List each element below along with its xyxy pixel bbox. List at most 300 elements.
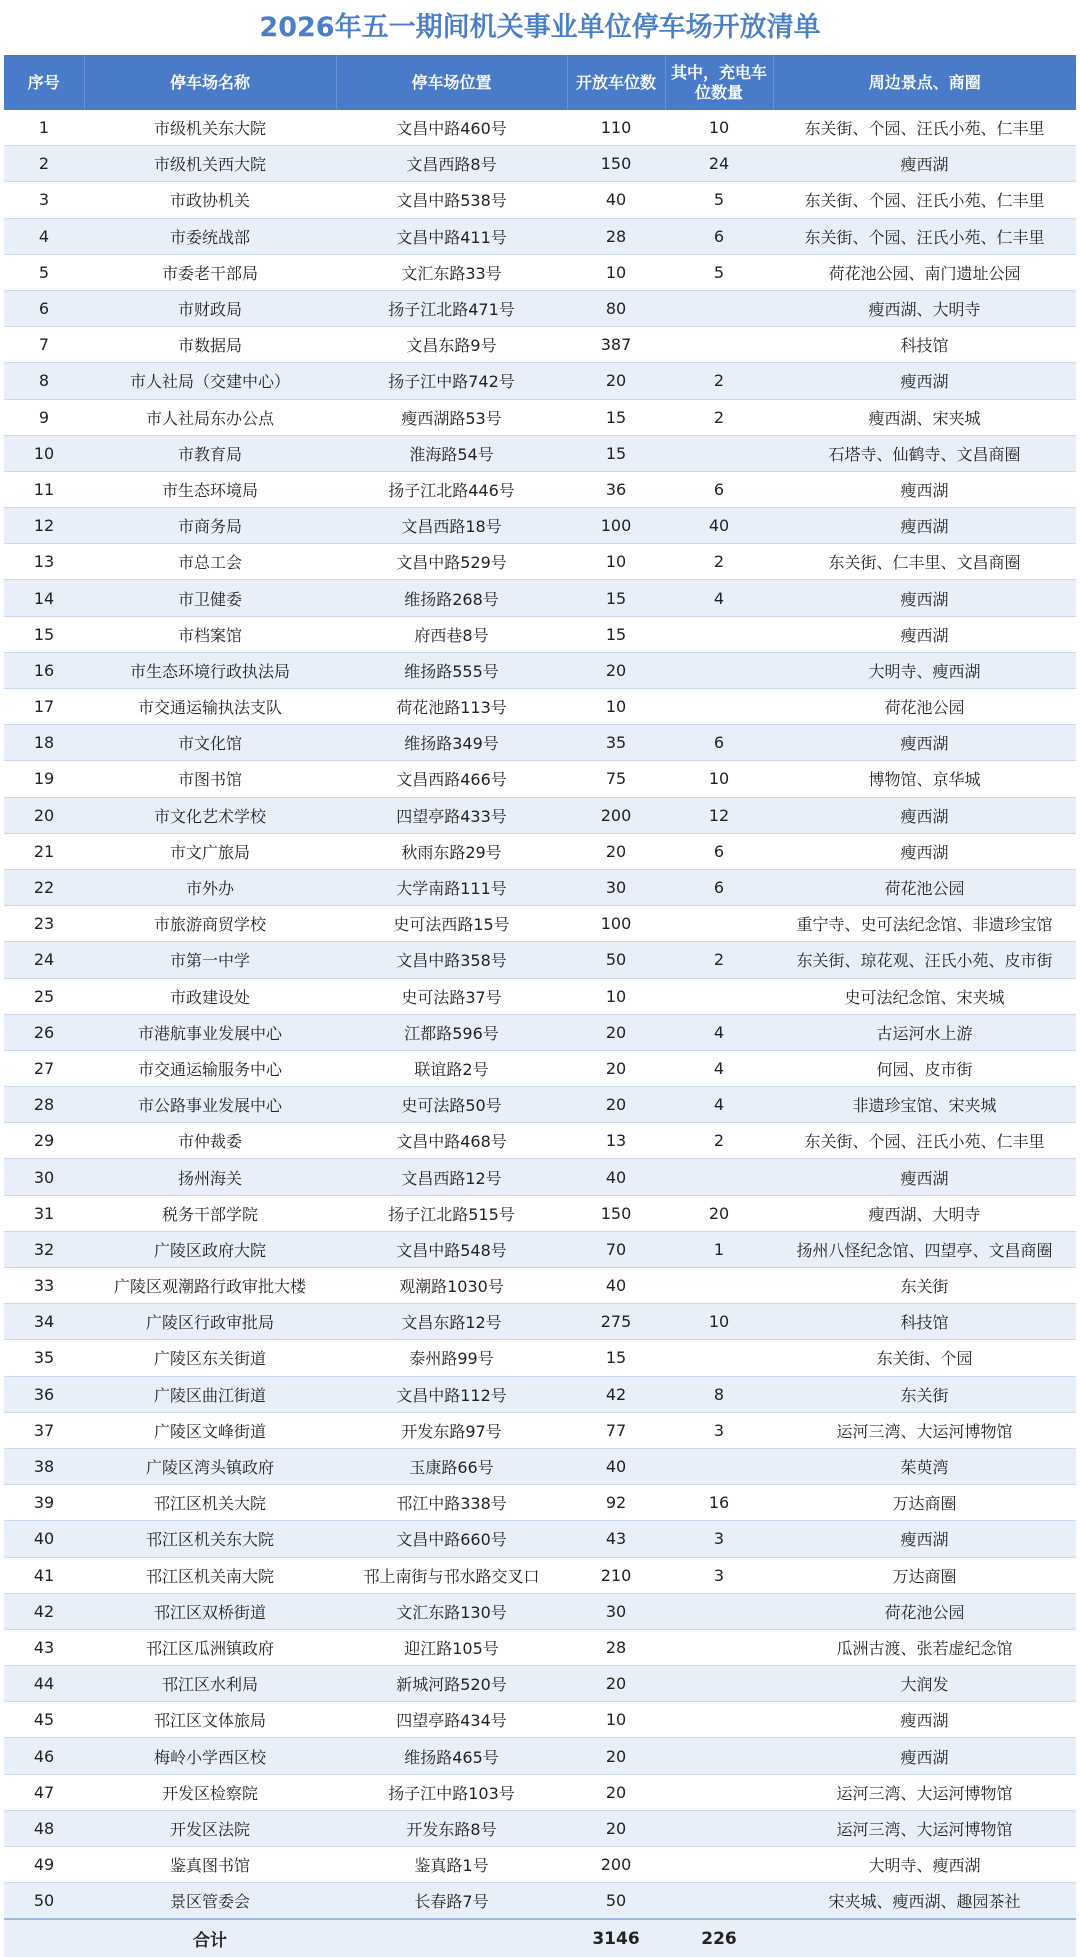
cell-location: 文昌中路529号	[336, 544, 567, 580]
cell-charging	[665, 435, 773, 471]
cell-location: 文昌中路460号	[336, 110, 567, 146]
cell-spaces: 20	[567, 363, 665, 399]
cell-spaces: 15	[567, 1340, 665, 1376]
cell-spaces: 20	[567, 652, 665, 688]
table-row	[4, 906, 1076, 942]
cell-nearby: 古运河水上游	[773, 1014, 1076, 1050]
table-row	[4, 869, 1076, 905]
table-row	[4, 797, 1076, 833]
cell-location: 史可法西路15号	[336, 906, 567, 942]
cell-nearby: 何园、皮市街	[773, 1050, 1076, 1086]
table-row	[4, 1195, 1076, 1231]
cell-charging: 24	[665, 146, 773, 182]
cell-spaces: 20	[567, 1666, 665, 1702]
cell-spaces: 40	[567, 1268, 665, 1304]
table-row	[4, 1050, 1076, 1086]
cell-location: 文昌西路18号	[336, 508, 567, 544]
cell-nearby: 东关街、仁丰里、文昌商圈	[773, 544, 1076, 580]
cell-spaces: 40	[567, 1159, 665, 1195]
table-row	[4, 1702, 1076, 1738]
cell-spaces: 42	[567, 1376, 665, 1412]
cell-index: 11	[4, 471, 84, 507]
cell-charging: 4	[665, 1050, 773, 1086]
cell-nearby: 荷花池公园	[773, 1593, 1076, 1629]
cell-name: 开发区法院	[84, 1810, 336, 1846]
cell-charging: 10	[665, 761, 773, 797]
cell-charging	[665, 1629, 773, 1665]
cell-nearby: 东关街、个园、汪氏小苑、仁丰里	[773, 1123, 1076, 1159]
cell-spaces: 20	[567, 1050, 665, 1086]
cell-nearby: 瘦西湖、大明寺	[773, 1195, 1076, 1231]
cell-index: 9	[4, 399, 84, 435]
cell-name: 市交通运输执法支队	[84, 689, 336, 725]
cell-name: 市港航事业发展中心	[84, 1014, 336, 1050]
table-row	[4, 327, 1076, 363]
cell-charging: 5	[665, 182, 773, 218]
cell-nearby: 大润发	[773, 1666, 1076, 1702]
cell-spaces: 10	[567, 689, 665, 725]
cell-spaces: 110	[567, 110, 665, 146]
cell-spaces: 20	[567, 1774, 665, 1810]
header-nearby: 周边景点、商圈	[773, 55, 1076, 110]
cell-spaces: 50	[567, 1883, 665, 1920]
table-row	[4, 616, 1076, 652]
cell-charging: 2	[665, 942, 773, 978]
cell-index: 42	[4, 1593, 84, 1629]
cell-location: 文昌西路8号	[336, 146, 567, 182]
cell-charging	[665, 1666, 773, 1702]
cell-name: 景区管委会	[84, 1883, 336, 1920]
cell-name: 邗江区瓜洲镇政府	[84, 1629, 336, 1665]
cell-name: 邗江区机关南大院	[84, 1557, 336, 1593]
cell-charging: 6	[665, 471, 773, 507]
cell-location: 扬子江中路103号	[336, 1774, 567, 1810]
cell-charging	[665, 1810, 773, 1846]
cell-name: 扬州海关	[84, 1159, 336, 1195]
cell-name: 市政协机关	[84, 182, 336, 218]
cell-nearby: 东关街、个园、汪氏小苑、仁丰里	[773, 110, 1076, 146]
table-row	[4, 1268, 1076, 1304]
cell-name: 广陵区文峰街道	[84, 1412, 336, 1448]
cell-index: 30	[4, 1159, 84, 1195]
cell-nearby: 东关街、个园、汪氏小苑、仁丰里	[773, 218, 1076, 254]
cell-name: 邗江区双桥街道	[84, 1593, 336, 1629]
cell-nearby: 大明寺、瘦西湖	[773, 1847, 1076, 1883]
cell-nearby: 石塔寺、仙鹤寺、文昌商圈	[773, 435, 1076, 471]
cell-nearby: 宋夹城、瘦西湖、趣园茶社	[773, 1883, 1076, 1920]
cell-name: 市总工会	[84, 544, 336, 580]
cell-charging: 4	[665, 580, 773, 616]
table-row	[4, 544, 1076, 580]
cell-index: 25	[4, 978, 84, 1014]
cell-nearby: 运河三湾、大运河博物馆	[773, 1810, 1076, 1846]
cell-index: 38	[4, 1448, 84, 1484]
table-row	[4, 1304, 1076, 1340]
cell-charging	[665, 906, 773, 942]
cell-location: 文昌中路411号	[336, 218, 567, 254]
cell-location: 联谊路2号	[336, 1050, 567, 1086]
cell-spaces: 40	[567, 1448, 665, 1484]
table-row	[4, 146, 1076, 182]
cell-location: 邗上南街与邗水路交叉口	[336, 1557, 567, 1593]
cell-name: 市文化馆	[84, 725, 336, 761]
cell-nearby: 东关街	[773, 1268, 1076, 1304]
cell-nearby: 瓜洲古渡、张若虚纪念馆	[773, 1629, 1076, 1665]
cell-name: 市仲裁委	[84, 1123, 336, 1159]
cell-location: 维扬路555号	[336, 652, 567, 688]
cell-location: 文昌西路466号	[336, 761, 567, 797]
cell-spaces: 20	[567, 1014, 665, 1050]
cell-charging: 6	[665, 869, 773, 905]
cell-spaces: 80	[567, 290, 665, 326]
document	[4, 0, 1076, 1957]
cell-nearby: 瘦西湖	[773, 725, 1076, 761]
cell-index: 19	[4, 761, 84, 797]
table-row	[4, 1810, 1076, 1846]
cell-spaces: 100	[567, 906, 665, 942]
cell-charging: 6	[665, 218, 773, 254]
cell-location: 迎江路105号	[336, 1629, 567, 1665]
cell-location: 四望亭路434号	[336, 1702, 567, 1738]
table-row	[4, 218, 1076, 254]
header-charging: 其中，充电车位数量	[665, 55, 773, 110]
cell-name: 广陵区行政审批局	[84, 1304, 336, 1340]
cell-location: 开发东路8号	[336, 1810, 567, 1846]
cell-spaces: 20	[567, 833, 665, 869]
cell-nearby: 东关街、个园、汪氏小苑、仁丰里	[773, 182, 1076, 218]
cell-index: 8	[4, 363, 84, 399]
cell-location: 文昌中路660号	[336, 1521, 567, 1557]
cell-charging	[665, 689, 773, 725]
cell-location: 史可法路50号	[336, 1087, 567, 1123]
cell-name: 市卫健委	[84, 580, 336, 616]
cell-charging: 10	[665, 110, 773, 146]
cell-spaces: 77	[567, 1412, 665, 1448]
cell-name: 市公路事业发展中心	[84, 1087, 336, 1123]
cell-spaces: 150	[567, 146, 665, 182]
cell-location: 长春路7号	[336, 1883, 567, 1920]
cell-index: 33	[4, 1268, 84, 1304]
total-label: 合计	[84, 1919, 336, 1957]
cell-index: 50	[4, 1883, 84, 1920]
cell-location: 秋雨东路29号	[336, 833, 567, 869]
cell-spaces: 10	[567, 978, 665, 1014]
cell-charging: 5	[665, 254, 773, 290]
cell-nearby: 史可法纪念馆、宋夹城	[773, 978, 1076, 1014]
header-index: 序号	[4, 55, 84, 110]
cell-index: 18	[4, 725, 84, 761]
cell-nearby: 大明寺、瘦西湖	[773, 652, 1076, 688]
cell-index: 35	[4, 1340, 84, 1376]
cell-location: 开发东路97号	[336, 1412, 567, 1448]
cell-spaces: 13	[567, 1123, 665, 1159]
cell-spaces: 100	[567, 508, 665, 544]
cell-index: 41	[4, 1557, 84, 1593]
cell-nearby: 荷花池公园、南门遗址公园	[773, 254, 1076, 290]
table-row	[4, 761, 1076, 797]
table-row	[4, 435, 1076, 471]
cell-name: 市档案馆	[84, 616, 336, 652]
cell-spaces: 35	[567, 725, 665, 761]
cell-index: 34	[4, 1304, 84, 1340]
cell-index: 10	[4, 435, 84, 471]
cell-spaces: 40	[567, 182, 665, 218]
cell-name: 邗江区水利局	[84, 1666, 336, 1702]
cell-charging: 4	[665, 1087, 773, 1123]
cell-spaces: 50	[567, 942, 665, 978]
cell-index: 3	[4, 182, 84, 218]
cell-name: 税务干部学院	[84, 1195, 336, 1231]
cell-charging: 4	[665, 1014, 773, 1050]
cell-index: 48	[4, 1810, 84, 1846]
cell-location: 文昌中路538号	[336, 182, 567, 218]
page-title: 2026年五一期间机关事业单位停车场开放清单	[259, 12, 821, 43]
cell-spaces: 28	[567, 1629, 665, 1665]
table-row	[4, 1847, 1076, 1883]
table-row	[4, 1087, 1076, 1123]
cell-spaces: 387	[567, 327, 665, 363]
cell-name: 市教育局	[84, 435, 336, 471]
cell-nearby: 博物馆、京华城	[773, 761, 1076, 797]
cell-name: 广陵区政府大院	[84, 1231, 336, 1267]
cell-name: 市委老干部局	[84, 254, 336, 290]
cell-location: 文昌西路12号	[336, 1159, 567, 1195]
cell-charging	[665, 652, 773, 688]
table-row	[4, 1666, 1076, 1702]
cell-charging: 2	[665, 544, 773, 580]
cell-location: 鉴真路1号	[336, 1847, 567, 1883]
total-row	[4, 1919, 1076, 1957]
cell-name: 市财政局	[84, 290, 336, 326]
cell-spaces: 92	[567, 1485, 665, 1521]
cell-charging	[665, 1883, 773, 1920]
cell-nearby: 东关街、琼花观、汪氏小苑、皮市街	[773, 942, 1076, 978]
cell-charging	[665, 978, 773, 1014]
cell-nearby: 瘦西湖	[773, 797, 1076, 833]
cell-spaces: 20	[567, 1810, 665, 1846]
table-row	[4, 833, 1076, 869]
cell-location: 扬子江北路446号	[336, 471, 567, 507]
cell-nearby: 瘦西湖、宋夹城	[773, 399, 1076, 435]
total-charging: 226	[665, 1919, 773, 1957]
cell-index: 32	[4, 1231, 84, 1267]
cell-location: 泰州路99号	[336, 1340, 567, 1376]
cell-charging	[665, 1774, 773, 1810]
table-row	[4, 1123, 1076, 1159]
cell-nearby: 东关街、个园	[773, 1340, 1076, 1376]
cell-nearby: 科技馆	[773, 327, 1076, 363]
cell-index: 44	[4, 1666, 84, 1702]
cell-charging: 2	[665, 363, 773, 399]
cell-nearby: 万达商圈	[773, 1557, 1076, 1593]
cell-charging	[665, 1268, 773, 1304]
table-row	[4, 471, 1076, 507]
cell-name: 市数据局	[84, 327, 336, 363]
cell-spaces: 10	[567, 254, 665, 290]
table-row	[4, 1593, 1076, 1629]
cell-name: 市文广旅局	[84, 833, 336, 869]
cell-charging	[665, 1448, 773, 1484]
header-location: 停车场位置	[336, 55, 567, 110]
cell-spaces: 275	[567, 1304, 665, 1340]
cell-charging: 20	[665, 1195, 773, 1231]
cell-nearby: 科技馆	[773, 1304, 1076, 1340]
cell-nearby: 瘦西湖	[773, 471, 1076, 507]
total-spaces: 3146	[567, 1919, 665, 1957]
cell-location: 大学南路111号	[336, 869, 567, 905]
table-row	[4, 1521, 1076, 1557]
cell-index: 40	[4, 1521, 84, 1557]
cell-name: 市人社局（交建中心）	[84, 363, 336, 399]
cell-index: 37	[4, 1412, 84, 1448]
cell-location: 玉康路66号	[336, 1448, 567, 1484]
cell-charging: 2	[665, 399, 773, 435]
table-row	[4, 1412, 1076, 1448]
cell-index: 28	[4, 1087, 84, 1123]
cell-name: 市旅游商贸学校	[84, 906, 336, 942]
cell-charging: 2	[665, 1123, 773, 1159]
cell-nearby: 瘦西湖	[773, 1738, 1076, 1774]
cell-location: 文昌中路358号	[336, 942, 567, 978]
cell-location: 瘦西湖路53号	[336, 399, 567, 435]
cell-name: 市生态环境行政执法局	[84, 652, 336, 688]
cell-spaces: 30	[567, 1593, 665, 1629]
cell-spaces: 210	[567, 1557, 665, 1593]
cell-name: 市商务局	[84, 508, 336, 544]
table-row	[4, 363, 1076, 399]
cell-name: 邗江区文体旅局	[84, 1702, 336, 1738]
table-row	[4, 978, 1076, 1014]
cell-charging: 8	[665, 1376, 773, 1412]
cell-index: 15	[4, 616, 84, 652]
cell-spaces: 15	[567, 435, 665, 471]
cell-name: 市第一中学	[84, 942, 336, 978]
cell-name: 梅岭小学西区校	[84, 1738, 336, 1774]
cell-charging: 40	[665, 508, 773, 544]
cell-charging: 6	[665, 725, 773, 761]
cell-index: 13	[4, 544, 84, 580]
cell-location: 维扬路349号	[336, 725, 567, 761]
cell-index: 23	[4, 906, 84, 942]
cell-name: 市级机关东大院	[84, 110, 336, 146]
cell-name: 开发区检察院	[84, 1774, 336, 1810]
cell-nearby: 茱萸湾	[773, 1448, 1076, 1484]
table-row	[4, 1738, 1076, 1774]
cell-spaces: 200	[567, 797, 665, 833]
cell-index: 26	[4, 1014, 84, 1050]
table-row	[4, 1485, 1076, 1521]
cell-index: 12	[4, 508, 84, 544]
table-row	[4, 1340, 1076, 1376]
cell-name: 市委统战部	[84, 218, 336, 254]
cell-location: 文昌中路112号	[336, 1376, 567, 1412]
table-row	[4, 652, 1076, 688]
header-name: 停车场名称	[84, 55, 336, 110]
table-row	[4, 725, 1076, 761]
table-row	[4, 1014, 1076, 1050]
cell-charging	[665, 1340, 773, 1376]
header-spaces: 开放车位数	[567, 55, 665, 110]
cell-location: 新城河路520号	[336, 1666, 567, 1702]
cell-index: 22	[4, 869, 84, 905]
table-row	[4, 1774, 1076, 1810]
cell-index: 6	[4, 290, 84, 326]
cell-spaces: 15	[567, 616, 665, 652]
cell-index: 14	[4, 580, 84, 616]
table-row	[4, 580, 1076, 616]
cell-charging: 3	[665, 1521, 773, 1557]
table-header	[4, 55, 1076, 110]
cell-index: 20	[4, 797, 84, 833]
cell-index: 46	[4, 1738, 84, 1774]
table-row	[4, 182, 1076, 218]
cell-nearby: 瘦西湖	[773, 508, 1076, 544]
cell-charging: 10	[665, 1304, 773, 1340]
cell-index: 5	[4, 254, 84, 290]
cell-nearby: 瘦西湖	[773, 616, 1076, 652]
cell-name: 市文化艺术学校	[84, 797, 336, 833]
table-row	[4, 290, 1076, 326]
cell-nearby: 非遗珍宝馆、宋夹城	[773, 1087, 1076, 1123]
cell-nearby: 瘦西湖	[773, 363, 1076, 399]
table-row	[4, 689, 1076, 725]
cell-name: 市人社局东办公点	[84, 399, 336, 435]
cell-spaces: 43	[567, 1521, 665, 1557]
cell-spaces: 15	[567, 399, 665, 435]
table-row	[4, 1231, 1076, 1267]
cell-nearby: 运河三湾、大运河博物馆	[773, 1412, 1076, 1448]
cell-spaces: 30	[567, 869, 665, 905]
cell-name: 市生态环境局	[84, 471, 336, 507]
cell-index: 16	[4, 652, 84, 688]
cell-name: 市图书馆	[84, 761, 336, 797]
table-body	[4, 110, 1076, 1919]
cell-name: 广陵区湾头镇政府	[84, 1448, 336, 1484]
cell-charging	[665, 1159, 773, 1195]
table-row	[4, 1883, 1076, 1920]
cell-spaces: 70	[567, 1231, 665, 1267]
cell-charging	[665, 1847, 773, 1883]
cell-index: 2	[4, 146, 84, 182]
cell-charging	[665, 1593, 773, 1629]
cell-name: 市外办	[84, 869, 336, 905]
cell-charging	[665, 616, 773, 652]
cell-spaces: 75	[567, 761, 665, 797]
cell-charging	[665, 290, 773, 326]
cell-location: 扬子江北路471号	[336, 290, 567, 326]
cell-location: 文汇东路33号	[336, 254, 567, 290]
header-row	[4, 55, 1076, 110]
cell-charging: 16	[665, 1485, 773, 1521]
table-row	[4, 942, 1076, 978]
cell-nearby: 瘦西湖、大明寺	[773, 290, 1076, 326]
cell-name: 广陵区东关街道	[84, 1340, 336, 1376]
table-row	[4, 1376, 1076, 1412]
cell-spaces: 200	[567, 1847, 665, 1883]
cell-index: 27	[4, 1050, 84, 1086]
cell-nearby: 瘦西湖	[773, 1521, 1076, 1557]
cell-location: 扬子江中路742号	[336, 363, 567, 399]
cell-index: 36	[4, 1376, 84, 1412]
cell-index: 49	[4, 1847, 84, 1883]
cell-spaces: 150	[567, 1195, 665, 1231]
cell-index: 29	[4, 1123, 84, 1159]
cell-nearby: 瘦西湖	[773, 1702, 1076, 1738]
cell-location: 扬子江北路515号	[336, 1195, 567, 1231]
cell-location: 史可法路37号	[336, 978, 567, 1014]
cell-index: 24	[4, 942, 84, 978]
cell-index: 4	[4, 218, 84, 254]
